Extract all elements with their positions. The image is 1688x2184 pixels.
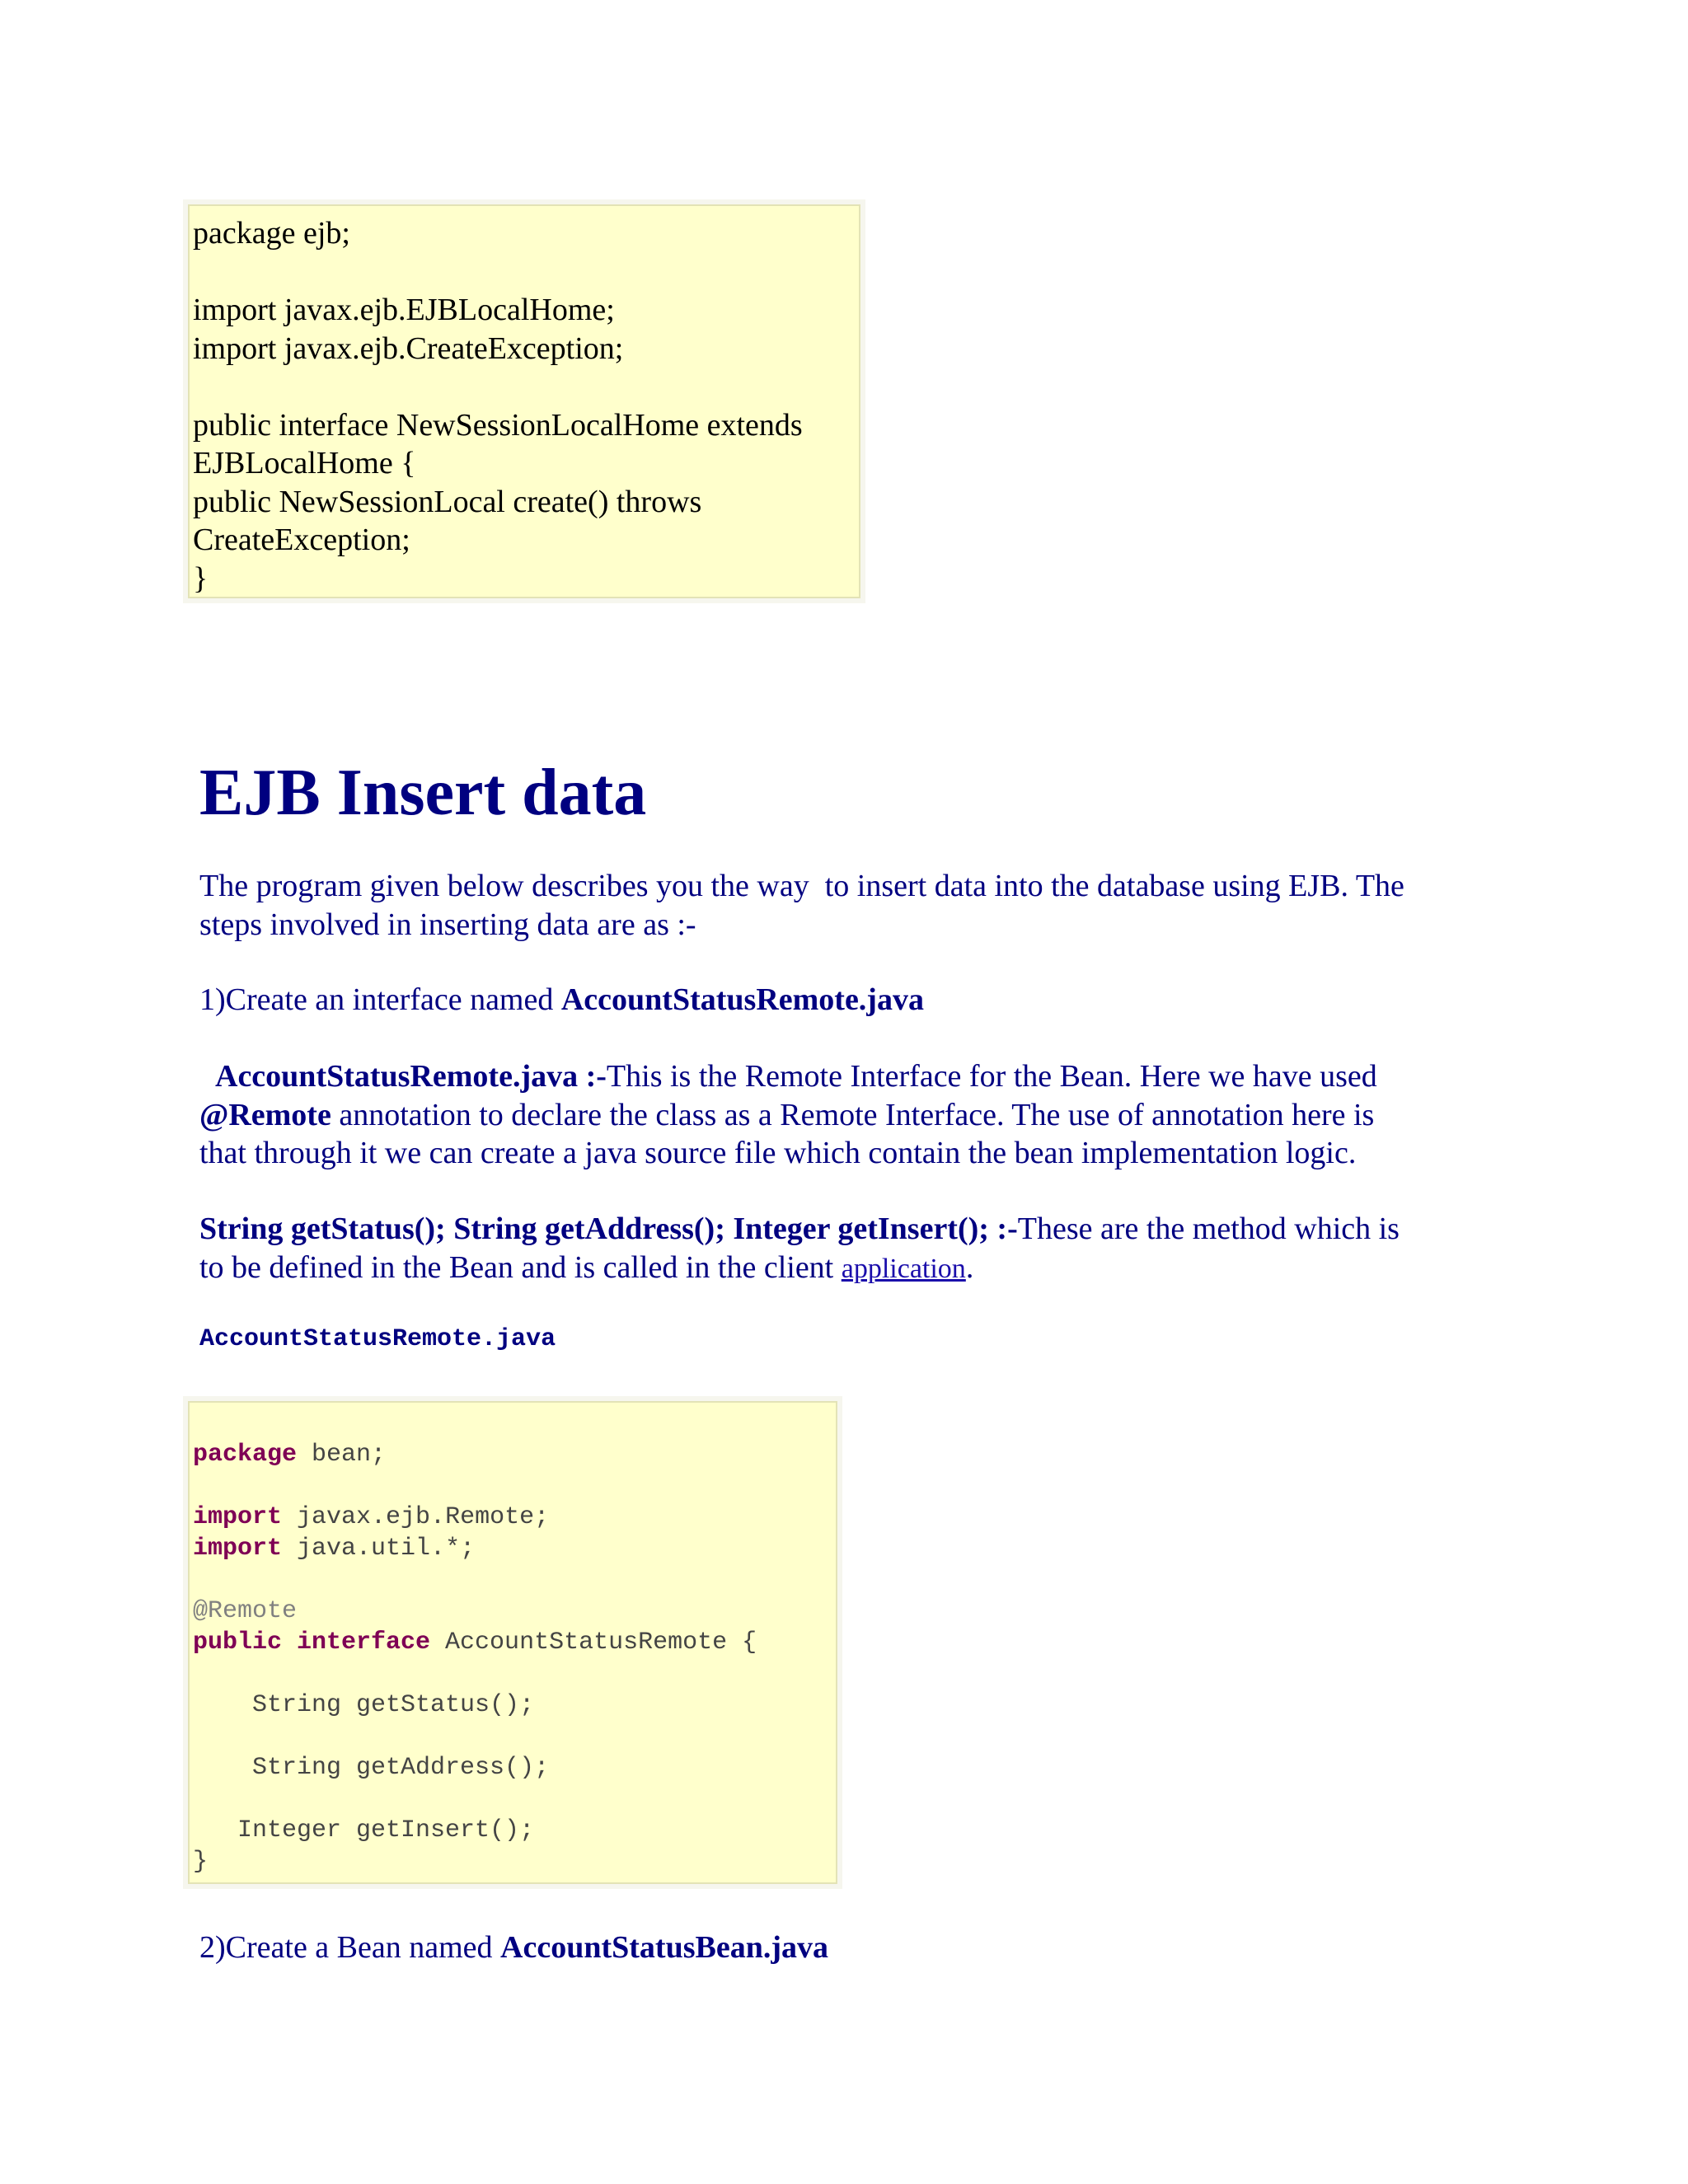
step-2-prefix: 2)Create a Bean named: [199, 1930, 501, 1965]
code-line: String getStatus();: [193, 1691, 535, 1719]
code-line: }: [193, 560, 209, 596]
code-line: package ejb;: [193, 216, 350, 251]
remote-description-text-3: that through it we can create a java source file which contain the bean implementation logic.: [199, 1136, 1357, 1170]
intro-line-1: The program given below describes you the way to insert data into the database using EJB. The: [199, 869, 1404, 903]
code-blank-line: [193, 1564, 836, 1596]
remote-description-lead: AccountStatusRemote.java :-: [215, 1059, 607, 1094]
application-link[interactable]: application: [841, 1253, 966, 1284]
code-blank-line: [193, 1783, 836, 1815]
code-line: EJBLocalHome {: [193, 446, 416, 480]
code-line: [193, 1439, 836, 1470]
code-keyword: public interface: [193, 1629, 431, 1657]
remote-description: [199, 1057, 1377, 1173]
code-text: bean;: [297, 1441, 387, 1469]
remote-interface-code-block: [188, 1401, 837, 1884]
local-home-code-block: [188, 204, 860, 598]
intro-paragraph: [199, 867, 1404, 944]
methods-description-text-1: These are the method which is: [1017, 1212, 1400, 1246]
code-line: }: [193, 1848, 209, 1876]
code-line: import javax.ejb.CreateException;: [193, 330, 624, 366]
code-text: java.util.*;: [282, 1535, 476, 1563]
code-line: public NewSessionLocal create() throws: [193, 484, 702, 519]
step-2-filename: AccountStatusBean.java: [500, 1930, 829, 1965]
remote-annotation-term: @Remote: [199, 1097, 331, 1132]
code-line: [193, 1627, 836, 1658]
code-line: [193, 1502, 836, 1533]
page-title: EJB Insert data: [199, 757, 647, 829]
step-1-prefix: 1)Create an interface named: [199, 982, 561, 1017]
methods-description-lead: String getStatus(); String getAddress(); Integer getInsert(); :-: [199, 1212, 1018, 1246]
remote-description-text-1: This is the Remote Interface for the Bean. Here we have used: [606, 1059, 1377, 1094]
code-line: CreateException;: [193, 523, 410, 557]
code-line: import javax.ejb.EJBLocalHome;: [193, 293, 615, 327]
step-2: [199, 1929, 828, 1967]
code-line: String getAddress();: [193, 1754, 550, 1782]
code-text: javax.ejb.Remote;: [282, 1503, 550, 1531]
code-keyword: import: [193, 1535, 283, 1563]
code-blank-line: [193, 368, 859, 406]
remote-description-text-2: annotation to declare the class as a Remote Interface. The use of annotation here is: [331, 1097, 1375, 1132]
step-1: [199, 981, 924, 1019]
code-keyword: import: [193, 1503, 283, 1531]
code-blank-line: [193, 1721, 836, 1752]
code-keyword: package: [193, 1441, 298, 1469]
code-line: [193, 1533, 836, 1564]
methods-description-text-2: to be defined in the Bean and is called in the client: [199, 1249, 842, 1285]
file-name-label: AccountStatusRemote.java: [199, 1325, 556, 1353]
methods-description: [199, 1210, 1400, 1288]
step-1-filename: AccountStatusRemote.java: [560, 982, 924, 1017]
code-blank-line: [193, 1470, 836, 1502]
code-blank-line: [193, 1658, 836, 1690]
code-text: AccountStatusRemote {: [430, 1629, 757, 1657]
methods-description-text-3: .: [965, 1249, 974, 1285]
intro-line-2: steps involved in inserting data are as :-: [199, 907, 696, 942]
code-blank-line: [193, 253, 859, 292]
code-annotation: @Remote: [193, 1597, 298, 1625]
code-line: public interface NewSessionLocalHome extends: [193, 407, 803, 443]
code-line: Integer getInsert();: [193, 1816, 535, 1844]
